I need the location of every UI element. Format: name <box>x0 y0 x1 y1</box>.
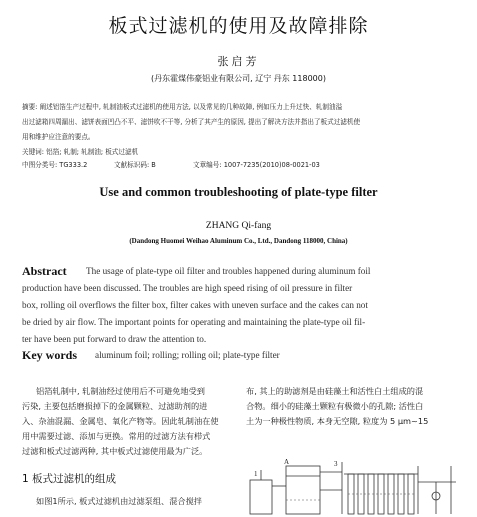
mixing-tank-outline <box>250 480 272 514</box>
body-text-line: 入、杂油混漏、金属皂、氧化产物等。因此轧制油在使 <box>22 416 219 426</box>
paper-title-cn: 板式过滤机的使用及故障排除 <box>108 15 369 37</box>
paper-title-en: Use and common troubleshooting of plate-type filter <box>99 185 378 199</box>
keywords-en: aluminum foil; rolling; rolling oil; plate-type filter <box>95 350 280 360</box>
affiliation-cn: (丹东霍煤伟豪铝业有限公司, 辽宁 丹东 118000) <box>151 74 326 83</box>
filter-frame-outline <box>286 466 320 514</box>
figure-label: A <box>284 458 290 466</box>
article-number: 文章编号: 1007-7235(2010)08-0021-03 <box>193 161 320 169</box>
keywords-cn: 关键词: 铝箔; 轧制; 轧制油; 板式过滤机 <box>22 148 139 156</box>
author-name-en: ZHANG Qi-fang <box>205 221 272 231</box>
filter-diagram-figure <box>246 456 468 516</box>
abstract-en-line: box, rolling oil overflows the filter box, filter cakes with uneven surface and the cakes can not <box>22 300 368 310</box>
body-text-line: 过滤和板式过滤两种, 其中板式过滤使用最为广泛。 <box>22 446 208 456</box>
abstract-cn-line: 用和维护应注意的要点。 <box>22 133 95 141</box>
body-text-line: 合物。细小的硅藻土颗粒有极微小的孔隙; 活性白 <box>246 401 424 411</box>
keywords-en-label: Key words <box>22 348 77 362</box>
body-text-line: 用中需要过滤、添加与更换。常用的过滤方法有栉式 <box>22 431 211 441</box>
section-heading: 1 板式过滤机的组成 <box>22 473 117 485</box>
document-code: 文献标识码: B <box>114 161 156 169</box>
body-text-line: 如图1所示, 板式过滤机由过滤泵组、混合搅拌 <box>36 496 202 506</box>
abstract-cn-line: 摘要: 阐述铝箔生产过程中, 轧制油板式过滤机的使用方法, 以及常见的几种故障, 例如压力上升过快、轧制油溢 <box>22 103 343 111</box>
abstract-en-label: Abstract <box>22 264 67 278</box>
abstract-en-line: The usage of plate-type oil filter and troubles happened during aluminum foil <box>86 266 371 276</box>
body-text-line: 铝箔轧制中, 轧制油经过使用后不可避免地受到 <box>36 386 205 396</box>
body-text-line: 污染, 主要包括磨损掉下的金属颗粒、过滤助剂的进 <box>22 401 208 411</box>
author-name-cn: 张启芳 <box>217 55 260 68</box>
figure-label: 3 <box>334 460 338 468</box>
affiliation-en: (Dandong Huomei Weihao Aluminum Co., Ltd., Dandong 118000, China) <box>129 237 348 245</box>
figure-label: 1 <box>254 470 258 478</box>
body-text-line: 布, 其上的助滤剂是由硅藻土和活性白土组成的混 <box>246 386 424 396</box>
abstract-en-line: be dried by air flow. The important points for operating and maintaining the plate-type oil fil- <box>22 317 366 327</box>
abstract-cn-line: 出过滤箱四周漏出、滤饼表面凹凸不平、滤饼吹不干等, 分析了其产生的原因, 提出了解决方法并指出了板式过滤机使 <box>22 118 361 126</box>
abstract-en-line: production have been discussed. The troubles are high speed rising of oil pressure in filter <box>22 283 353 293</box>
classification-number: 中图分类号: TG333.2 <box>22 161 88 169</box>
body-text-line: 土为一种极性物质, 本身无空隙, 粒度为 5 μm~15 <box>246 416 429 426</box>
abstract-en-line: ter have been put forward to draw the attention to. <box>22 334 207 344</box>
